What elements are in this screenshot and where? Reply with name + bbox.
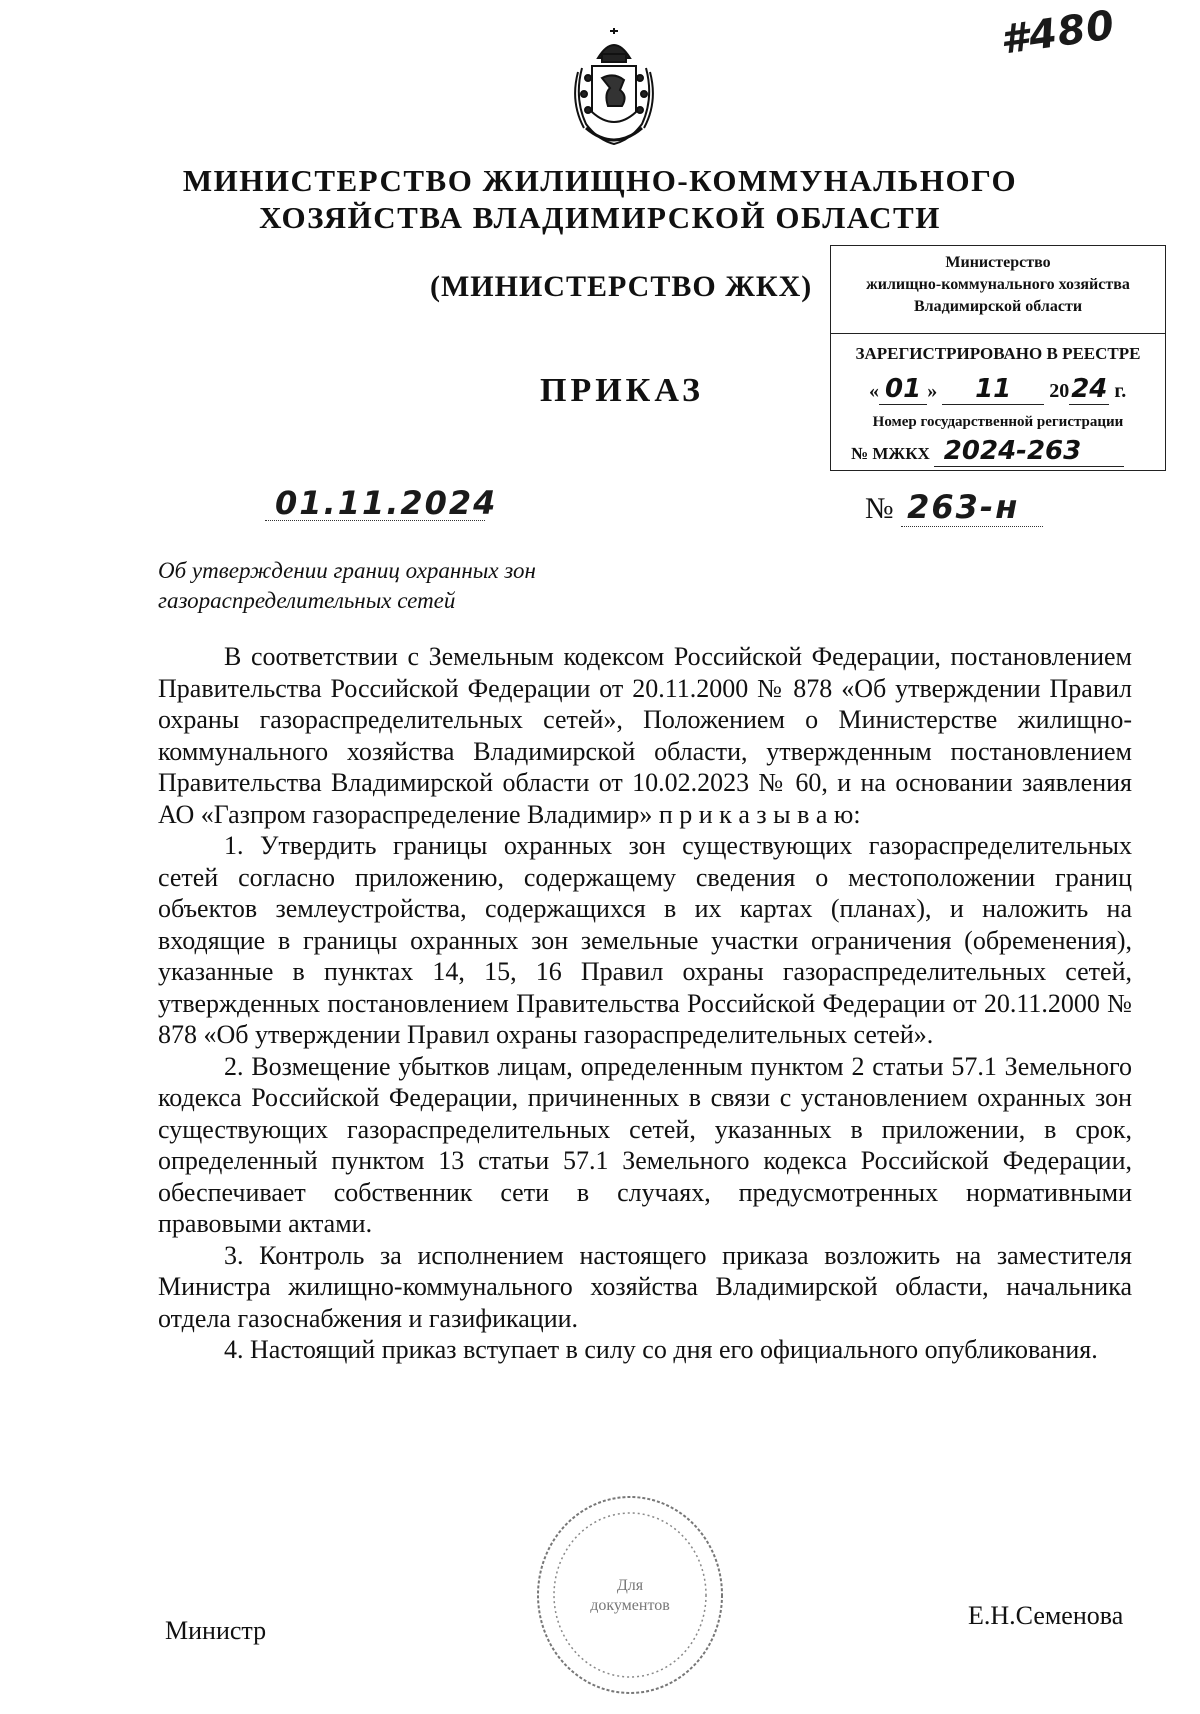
registration-number-value: 2024-263: [934, 436, 1124, 467]
registration-date: « 01 » 11 2024 г.: [869, 374, 1127, 404]
registration-number: [851, 436, 1124, 467]
document-type-heading: ПРИКАЗ: [540, 372, 704, 409]
registration-number-label: Номер государственной регистрации: [872, 414, 1124, 430]
order-date-underline: [265, 520, 485, 521]
order-number-value: 263-н: [901, 488, 1043, 527]
signatory-name: Е.Н.Семенова: [968, 1601, 1124, 1630]
registration-stamp-organization: [831, 246, 1165, 334]
order-item-3: 3. Контроль за исполнением настоящего приказа возложить на заместителя Министра жилищно-коммунального хозяйства Владимирской области, начальника отдела газоснабжения и газификации.: [158, 1240, 1132, 1333]
registration-status-text: ЗАРЕГИСТРИРОВАНО В РЕЕСТРЕ: [855, 344, 1141, 363]
registration-month: 11: [942, 374, 1044, 405]
registration-org-line3: Владимирской области: [913, 298, 1083, 315]
order-item-2: 2. Возмещение убытков лицам, определенным пунктом 2 статьи 57.1 Земельного кодекса Российской Федерации, причиненных в связи с установлением охранных зон существующих газораспределительных сетей, указанных в приложении, в срок, определенный пунктом 13 статьи 57.1 Земельного кодекса Российской Федерации, обеспечивает собственник сети в случаях, предусмотренных нормативными правовыми актами.: [158, 1051, 1132, 1238]
seal-center-line2: документов: [590, 1597, 670, 1614]
order-number-prefix: №: [865, 492, 894, 525]
order-item-1: 1. Утвердить границы охранных зон существующих газораспределительных сетей согласно приложению, содержащему сведения о местоположении границ объектов землеустройства, содержащихся в их картах (планах), и наложить на входящие в границы охранных зон земельные участки ограничения (обременения), указанные в пунктах 14, 15, 16 Правил охраны газораспределительных сетей, утвержденных постановлением Правительства Российской Федерации от 20.11.2000 № 878 «Об утверждении Правил охраны газораспределительных сетей».: [158, 831, 1132, 1049]
registration-stamp: [830, 245, 1166, 471]
ministry-name-line1: МИНИСТЕРСТВО ЖИЛИЩНО-КОММУНАЛЬНОГО: [182, 163, 1018, 198]
order-number: [865, 488, 1043, 527]
ministry-short-name: (МИНИСТЕРСТВО ЖКХ): [430, 270, 813, 303]
round-seal-stamp: [530, 1490, 730, 1700]
registration-number-prefix: № МЖКХ: [851, 444, 930, 463]
registration-year-suffix: 24: [1071, 374, 1108, 404]
registration-org-line2: жилищно-коммунального хозяйства: [866, 276, 1130, 293]
registration-year-end: г.: [1114, 380, 1127, 402]
order-date: 01.11.2024: [275, 484, 498, 522]
seal-center-line1: Для: [616, 1577, 644, 1594]
order-body: [158, 641, 1132, 1366]
registration-day: 01: [879, 374, 927, 405]
order-preamble: В соответствии с Земельным кодексом Российской Федерации, постановлением Правительства Российской Федерации от 20.11.2000 № 878 «Об утверждении Правил охраны газораспределительных сетей», Положением о Министерстве жилищно-коммунального хозяйства Владимирской области, утвержденным постановлением Правительства Владимирской области от 10.02.2023 № 60, и на основании заявления АО «Газпром газораспределение Владимир» п р и к а з ы в а ю:: [158, 642, 1132, 829]
order-subject-line2: газораспределительных сетей: [158, 588, 456, 613]
registration-year-prefix: 20: [1049, 380, 1070, 402]
order-subject-line1: Об утверждении границ охранных зон: [158, 558, 536, 583]
ministry-name-line2: ХОЗЯЙСТВА ВЛАДИМИРСКОЙ ОБЛАСТИ: [259, 200, 941, 235]
order-item-4: 4. Настоящий приказ вступает в силу со дня его официального опубликования.: [224, 1335, 1098, 1364]
handwritten-document-number: #480: [997, 2, 1118, 64]
coat-of-arms-emblem: [568, 28, 660, 150]
signatory-title: Министр: [165, 1616, 267, 1645]
order-subject: [158, 556, 536, 616]
registration-org-line1: Министерство: [945, 254, 1051, 271]
